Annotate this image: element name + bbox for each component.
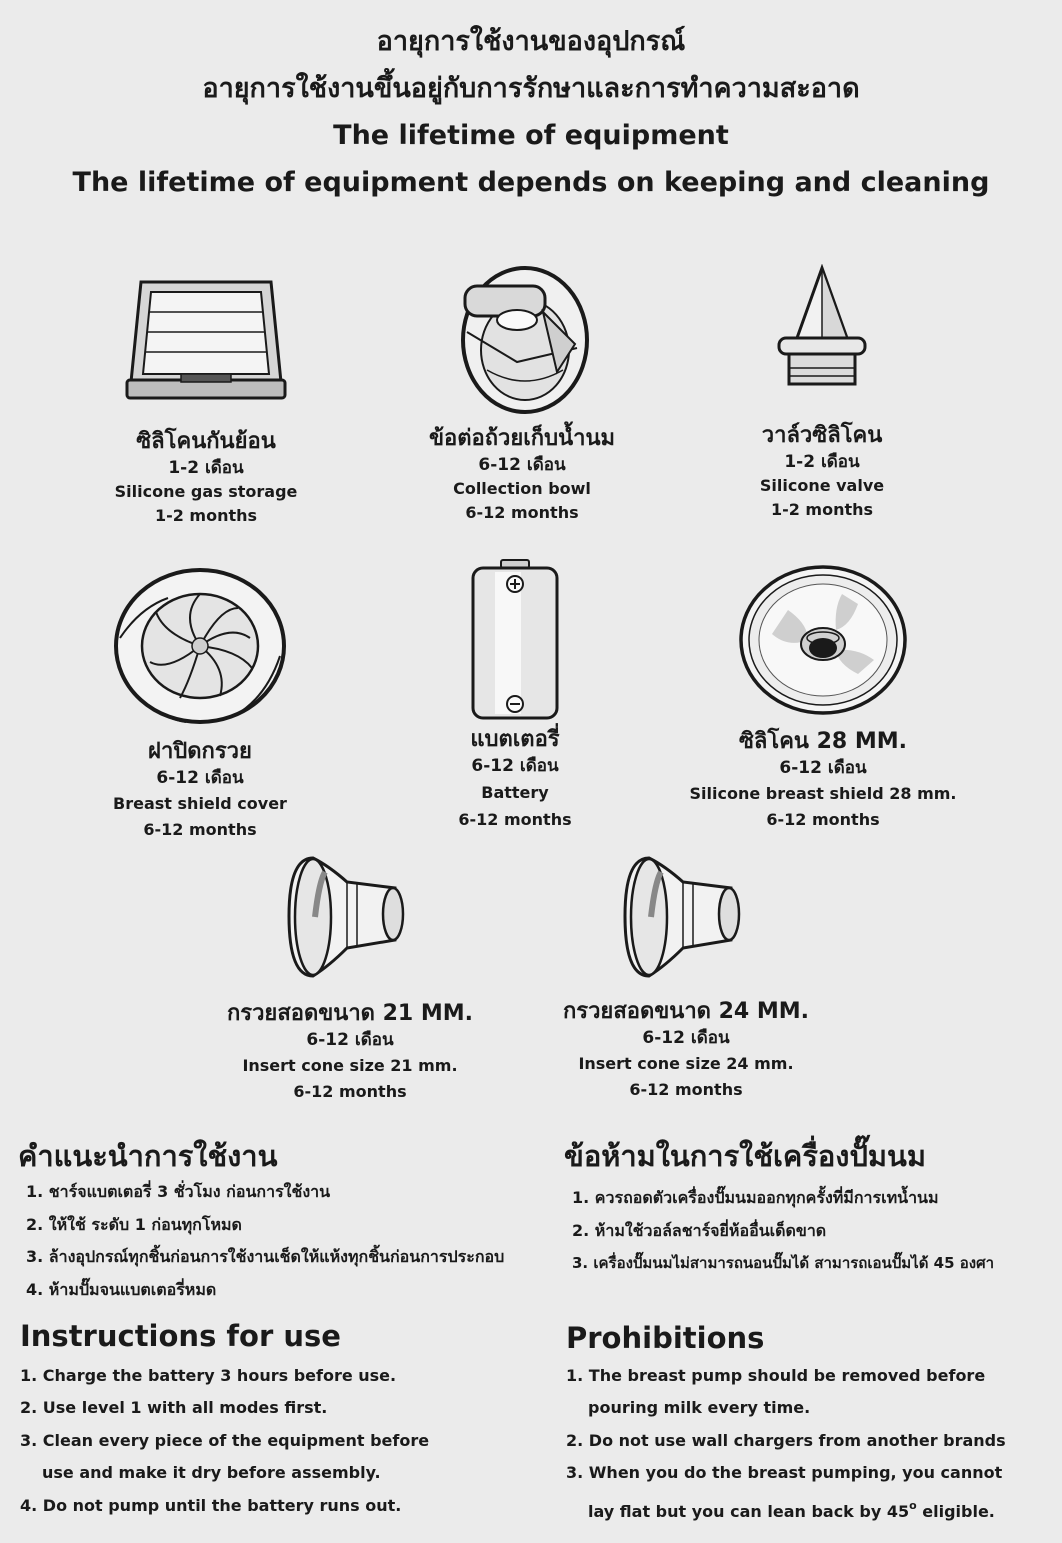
item-collection-bowl: [362, 262, 682, 525]
list-item: 2. ห้ามใช้วอล์ลชาร์จยี่ห้ออื่นเด็ดขาด: [572, 1220, 827, 1240]
instructions-en: [20, 1316, 550, 1522]
item-months-th: 6-12 เดือน: [642, 1028, 730, 1048]
item-name-th: ข้อต่อถ้วยเก็บน้ำนม: [428, 426, 616, 451]
header: [0, 18, 1062, 206]
instructions-en-list: [20, 1360, 550, 1522]
item-name-en: Silicone valve: [759, 476, 885, 495]
collection-bowl-icon: [447, 262, 597, 417]
item-battery: [355, 558, 675, 832]
list-item: 2. ให้ใช้ ระดับ 1 ก่อนทุกโหมด: [26, 1214, 242, 1234]
item-breast-shield-cover: [40, 568, 360, 842]
list-item: 2. Do not use wall chargers from another brands: [566, 1430, 1006, 1450]
insert-cone-21-icon: [285, 852, 415, 982]
item-name-en: Collection bowl: [453, 479, 591, 498]
item-name-th: กรวยสอดขนาด 21 MM.: [226, 1001, 474, 1026]
item-months-en: 6-12 months: [143, 820, 257, 839]
degree-mark: o: [909, 1498, 917, 1512]
item-months-en: 1-2 months: [770, 500, 874, 519]
item-months-en: 6-12 months: [766, 810, 880, 829]
item-months-en: 6-12 months: [293, 1082, 407, 1101]
item-silicone-valve: [662, 264, 982, 522]
instructions-th-list: [18, 1176, 548, 1306]
list-item: 4. ห้ามปั๊มจนแบตเตอรี่หมด: [26, 1279, 217, 1299]
item-name-en: Silicone breast shield 28 mm.: [689, 784, 957, 803]
list-item: 4. Do not pump until the battery runs out.: [20, 1495, 402, 1515]
eligible-text: eligible.: [916, 1501, 995, 1521]
silicone-gas-storage-icon: [121, 270, 291, 410]
list-item: 1. ควรถอดตัวเครื่องปั๊มนมออกทุกครั้งที่มีการเทน้ำนม: [572, 1188, 939, 1207]
item-months-th: 6-12 เดือน: [478, 455, 566, 475]
list-item: use and make it dry before assembly.: [42, 1463, 381, 1483]
prohibitions-en: [566, 1318, 1056, 1528]
prohibitions-en-title: Prohibitions: [566, 1321, 765, 1355]
prohibitions-th-title: ข้อห้ามในการใช้เครื่องปั๊มนม: [564, 1139, 926, 1173]
list-item: 1. Charge the battery 3 hours before use.: [20, 1366, 397, 1385]
breast-shield-cover-icon: [110, 568, 290, 728]
list-item: 3. Clean every piece of the equipment before: [20, 1430, 430, 1450]
item-name-th: กรวยสอดขนาด 24 MM.: [562, 999, 810, 1024]
insert-cone-24-icon: [621, 852, 751, 982]
item-name-th: แบตเตอรี่: [470, 727, 560, 752]
prohibitions-en-list: [566, 1360, 1056, 1528]
item-months-th: 1-2 เดือน: [168, 458, 244, 478]
silicone-breast-shield-icon: [738, 564, 908, 716]
list-item: 3. ล้างอุปกรณ์ทุกชิ้นก่อนการใช้งานเช็ดให้แห้งทุกชิ้นก่อนการประกอบ: [26, 1247, 505, 1266]
list-item: 3. เครื่องปั๊มนมไม่สามารถนอนปั๊มได้ สามารถเอนปั๊มได้ 45 องศา: [572, 1254, 995, 1272]
item-name-en: Insert cone size 21 mm.: [242, 1056, 458, 1075]
item-name-en: Battery: [481, 783, 549, 802]
list-item: [566, 1490, 1056, 1528]
prohibitions-th-list: [564, 1182, 1059, 1280]
battery-icon: [465, 558, 565, 724]
item-months-en: 6-12 months: [465, 503, 579, 522]
title-th: อายุการใช้งานของอุปกรณ์: [376, 26, 686, 57]
lean-back-text: lay flat but you can lean back by 45: [588, 1501, 910, 1521]
item-months-th: 6-12 เดือน: [471, 756, 559, 776]
list-item: 2. Use level 1 with all modes first.: [20, 1398, 328, 1418]
subtitle-th: อายุการใช้งานขึ้นอยู่กับการรักษาและการทำความสะอาด: [202, 73, 860, 104]
item-name-en: Breast shield cover: [113, 794, 287, 813]
item-name-en: Silicone gas storage: [114, 482, 298, 501]
prohibitions-th: [564, 1136, 1059, 1280]
list-item: 3. When you do the breast pumping, you cannot: [566, 1463, 1003, 1483]
item-name-th: ซิลิโคนกันย้อน: [136, 429, 276, 454]
silicone-valve-icon: [767, 264, 877, 392]
list-item: 1. The breast pump should be removed before: [566, 1366, 986, 1385]
item-months-en: 6-12 months: [629, 1080, 743, 1099]
item-months-en: 1-2 months: [154, 506, 258, 525]
title-en: The lifetime of equipment: [333, 120, 729, 151]
item-name-th: วาล์วซิลิโคน: [761, 423, 883, 448]
instructions-th: [18, 1136, 548, 1306]
subtitle-en: The lifetime of equipment depends on keeping and cleaning: [72, 167, 990, 198]
list-item: pouring milk every time.: [588, 1398, 811, 1418]
item-name-th: ซิลิโคน 28 MM.: [738, 729, 908, 754]
item-insert-cone-24: [526, 852, 846, 1102]
item-months-en: 6-12 months: [458, 810, 572, 829]
item-name-th: ฝาปิดกรวย: [148, 739, 252, 764]
item-months-th: 6-12 เดือน: [156, 768, 244, 788]
item-months-th: 1-2 เดือน: [784, 452, 860, 472]
item-name-en: Insert cone size 24 mm.: [578, 1054, 794, 1073]
item-insert-cone-21: [190, 852, 510, 1104]
instructions-en-title: Instructions for use: [20, 1319, 341, 1353]
list-item: 1. ชาร์จแบตเตอรี่ 3 ชั่วโมง ก่อนการใช้งาน: [26, 1182, 331, 1201]
item-silicone-breast-shield: [663, 564, 983, 832]
instructions-th-title: คำแนะนำการใช้งาน: [18, 1139, 278, 1173]
item-months-th: 6-12 เดือน: [306, 1030, 394, 1050]
item-silicone-gas-storage: [46, 270, 366, 528]
item-months-th: 6-12 เดือน: [779, 758, 867, 778]
